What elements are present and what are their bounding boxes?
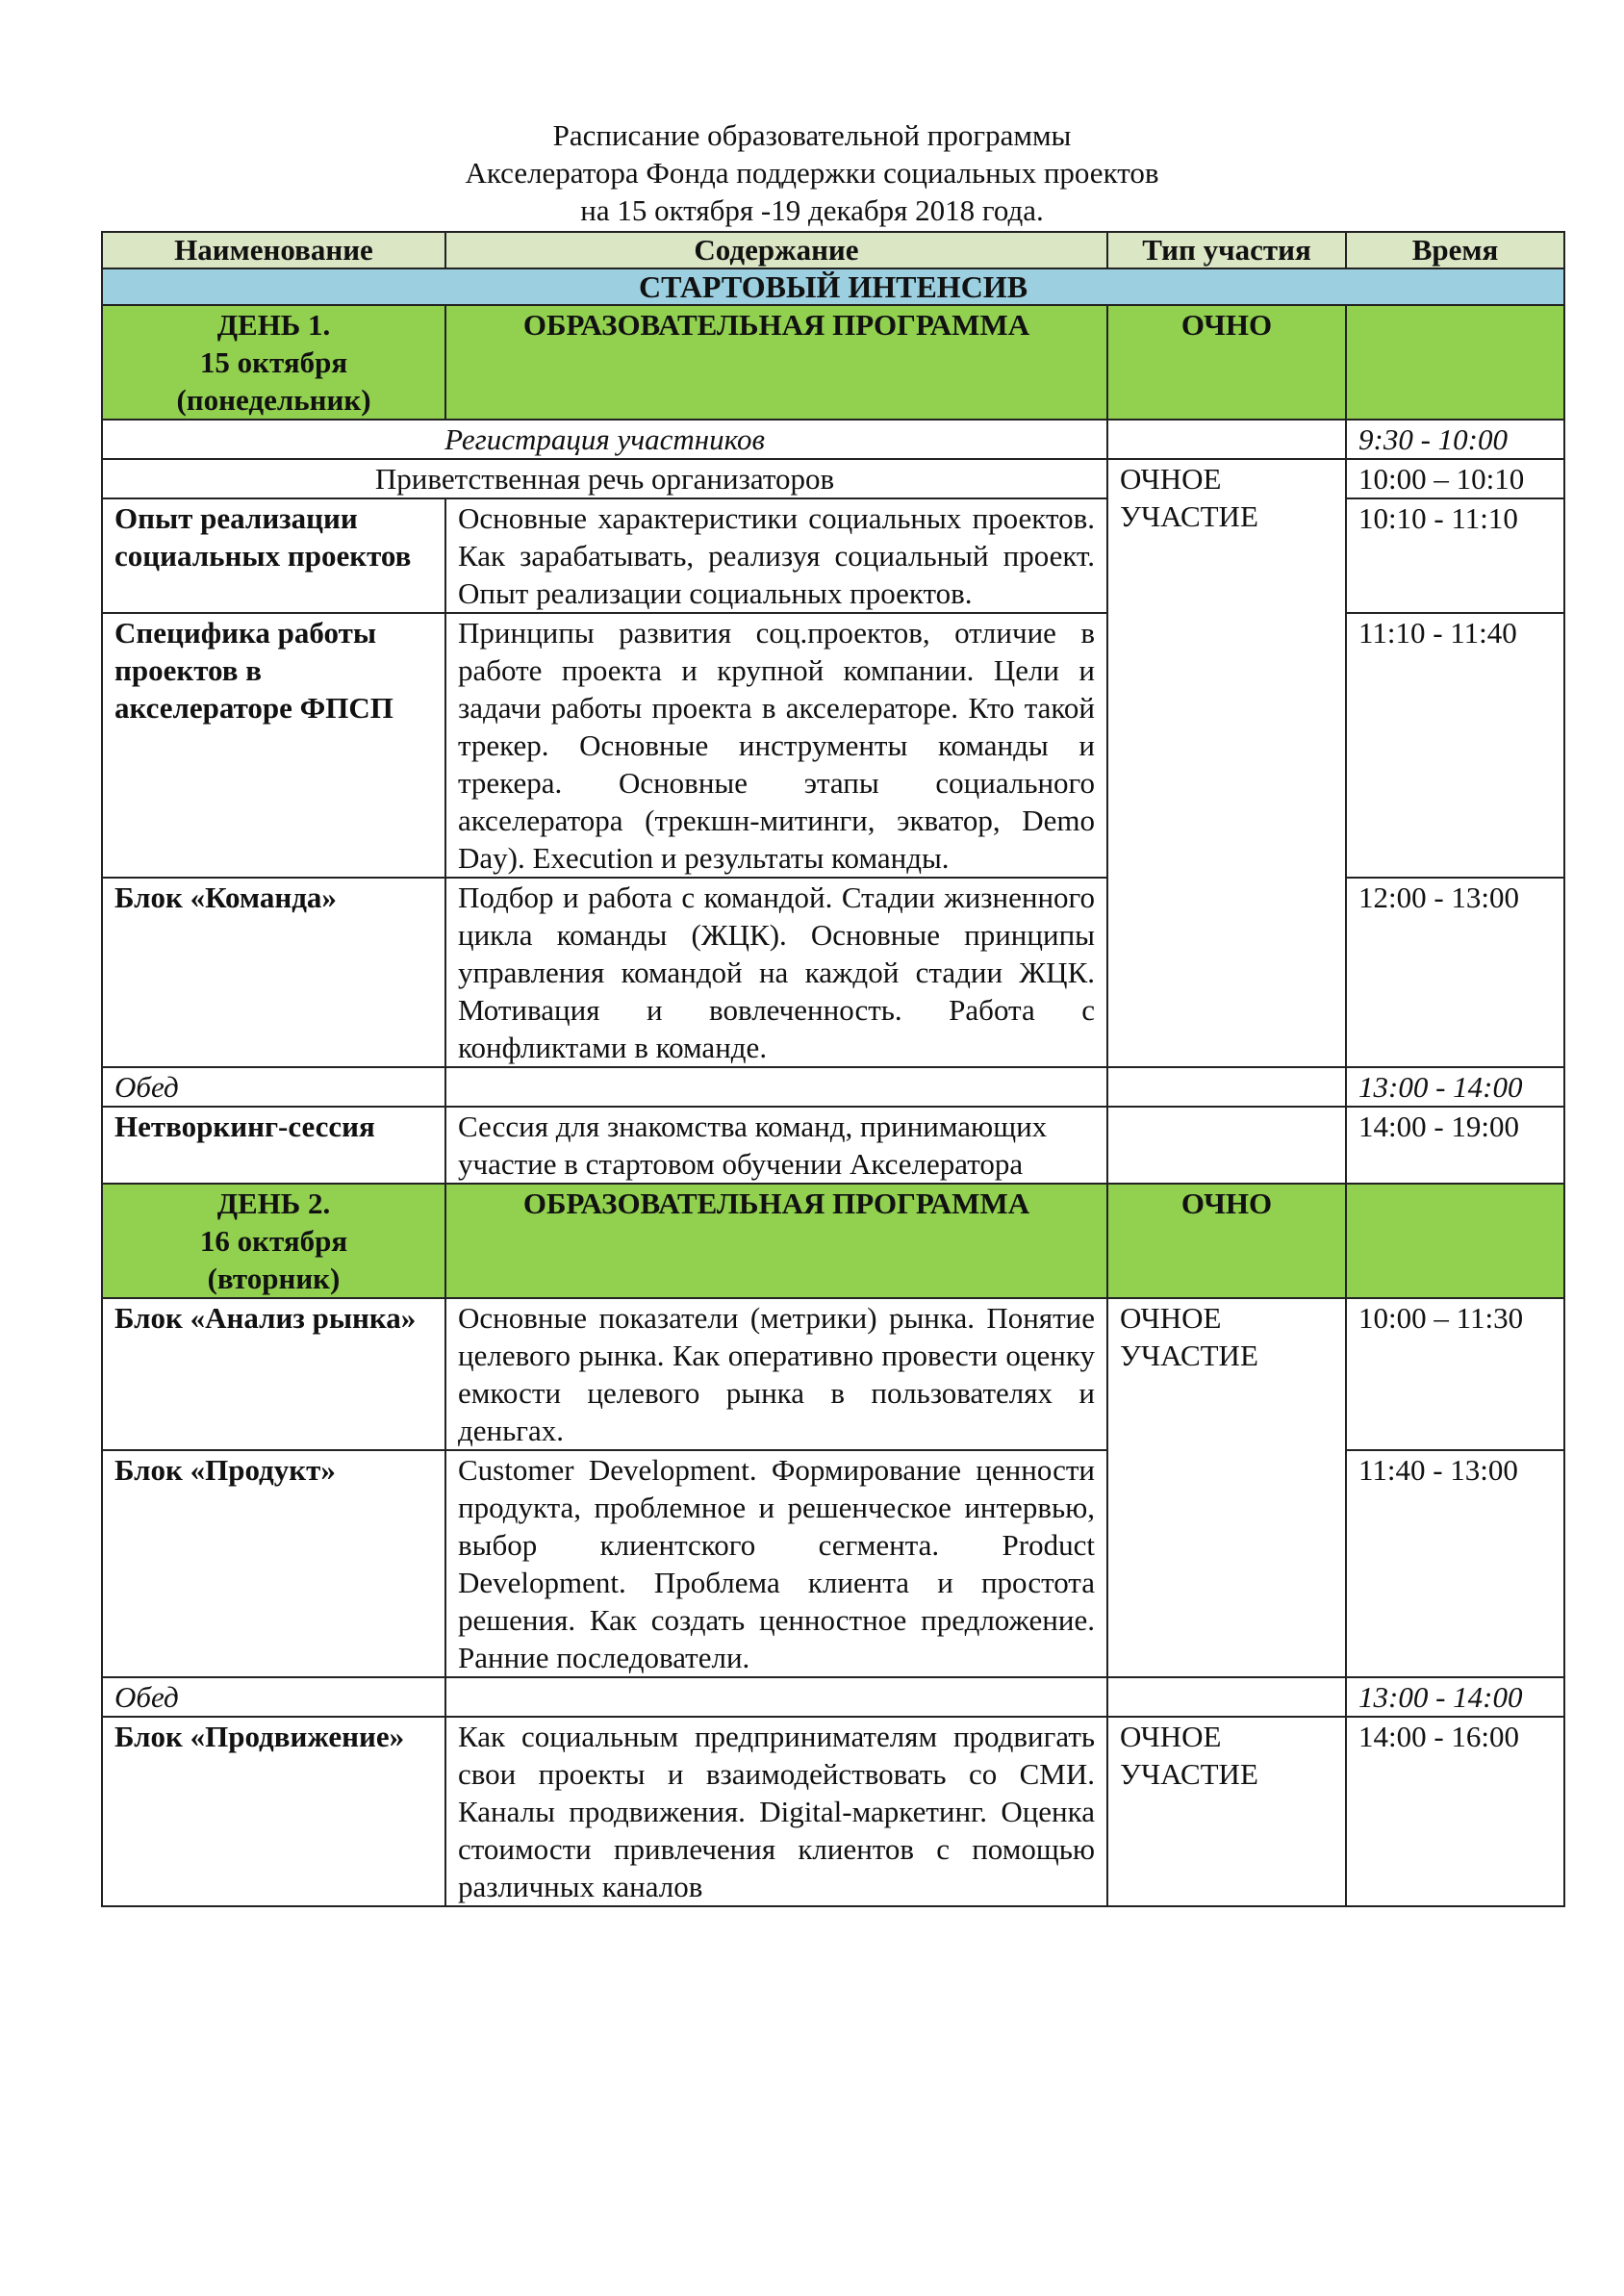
networking-content: Сессия для знакомства команд, принимающих участие в стартовом обучении Акселератора [445, 1107, 1107, 1184]
header-type: Тип участия [1107, 232, 1346, 268]
market-content: Основные показатели (метрики) рынка. Понятие целевого рынка. Как оперативно провести оценку емкости целевого рынка в пользователях и деньгах. [445, 1298, 1107, 1450]
welcome-row [102, 459, 1564, 498]
specifics-content: Принципы развития соц.проектов, отличие в работе проекта и крупной компании. Цели и задачи работы проекта в акселераторе. Кто такой трекер. Основные инструменты команды и трекера. Основные этапы социального акселератора (трекшн-митинги, экватор, Demo Day). Execution и результаты команды. [445, 613, 1107, 878]
networking-name: Нетворкинг-сессия [102, 1107, 445, 1184]
promotion-name: Блок «Продвижение» [102, 1717, 445, 1906]
header-time: Время [1346, 232, 1564, 268]
promotion-content: Как социальным предпринимателям продвигать свои проекты и взаимодействовать со СМИ. Каналы продвижения. Digital-маркетинг. Оценка стоимости привлечения клиентов с помощью различных каналов [445, 1717, 1107, 1906]
doc-title-line-3: на 15 октября -19 декабря 2018 года. [580, 193, 1044, 227]
day-1-participation-1: ОЧНОЕ УЧАСТИЕ [1107, 459, 1346, 1067]
lunch-2-time: 13:00 - 14:00 [1346, 1677, 1564, 1717]
day-1-type: ОЧНО [1107, 305, 1346, 420]
day-1-line-1: ДЕНЬ 1. [216, 308, 331, 342]
doc-title-line-2: Акселератора Фонда поддержки социальных проектов [465, 156, 1159, 190]
day-1-row [102, 305, 1564, 420]
product-name: Блок «Продукт» [102, 1450, 445, 1677]
promotion-time: 14:00 - 16:00 [1346, 1717, 1564, 1906]
section-title: СТАРТОВЫЙ ИНТЕНСИВ [102, 268, 1564, 305]
networking-time: 14:00 - 19:00 [1346, 1107, 1564, 1184]
day-1-time [1346, 305, 1564, 420]
day-1-label [102, 305, 445, 420]
day-2-type: ОЧНО [1107, 1184, 1346, 1298]
lunch-1-row [102, 1067, 1564, 1107]
header-content: Содержание [445, 232, 1107, 268]
header-name: Наименование [102, 232, 445, 268]
day-1-line-2: 15 октября [199, 345, 348, 379]
day-2-row [102, 1184, 1564, 1298]
lunch-1-type [1107, 1067, 1346, 1107]
specifics-name: Специфика работы проектов в акселераторе ФПСП [102, 613, 445, 878]
lunch-1-content [445, 1067, 1107, 1107]
team-content: Подбор и работа с командой. Стадии жизненного цикла команды (ЖЦК). Основные принципы управления командой на каждой стадии ЖЦК. Мотивация и вовлеченность. Работа с конфликтами в команде. [445, 878, 1107, 1067]
day-2-line-2: 16 октября [199, 1224, 348, 1258]
doc-title-line-1: Расписание образовательной программы [552, 118, 1072, 152]
lunch-1-time: 13:00 - 14:00 [1346, 1067, 1564, 1107]
team-name: Блок «Команда» [102, 878, 445, 1067]
promotion-type: ОЧНОЕ УЧАСТИЕ [1107, 1717, 1346, 1906]
day-2-time [1346, 1184, 1564, 1298]
day-2-line-1: ДЕНЬ 2. [216, 1186, 331, 1220]
section-row [102, 268, 1564, 305]
lunch-2-name: Обед [102, 1677, 445, 1717]
lunch-2-type [1107, 1677, 1346, 1717]
experience-time: 10:10 - 11:10 [1346, 498, 1564, 613]
promotion-row [102, 1717, 1564, 1906]
experience-content: Основные характеристики социальных проектов. Как зарабатывать, реализуя социальный проект. Опыт реализации социальных проектов. [445, 498, 1107, 613]
day-2-line-3: (вторник) [207, 1262, 341, 1295]
day-2-program: ОБРАЗОВАТЕЛЬНАЯ ПРОГРАММА [445, 1184, 1107, 1298]
registration-type [1107, 420, 1346, 459]
product-time: 11:40 - 13:00 [1346, 1450, 1564, 1677]
header-row [102, 232, 1564, 268]
networking-row [102, 1107, 1564, 1184]
registration-time: 9:30 - 10:00 [1346, 420, 1564, 459]
day-2-participation-1: ОЧНОЕ УЧАСТИЕ [1107, 1298, 1346, 1677]
market-name: Блок «Анализ рынка» [102, 1298, 445, 1450]
welcome-content: Приветственная речь организаторов [102, 459, 1107, 498]
team-time: 12:00 - 13:00 [1346, 878, 1564, 1067]
day-1-line-3: (понедельник) [176, 383, 371, 417]
networking-type [1107, 1107, 1346, 1184]
day-2-label [102, 1184, 445, 1298]
specifics-time: 11:10 - 11:40 [1346, 613, 1564, 878]
lunch-2-content [445, 1677, 1107, 1717]
market-row [102, 1298, 1564, 1450]
registration-row [102, 420, 1564, 459]
lunch-1-name: Обед [102, 1067, 445, 1107]
registration-content: Регистрация участников [102, 420, 1107, 459]
welcome-time: 10:00 – 10:10 [1346, 459, 1564, 498]
day-1-program: ОБРАЗОВАТЕЛЬНАЯ ПРОГРАММА [445, 305, 1107, 420]
lunch-2-row [102, 1677, 1564, 1717]
experience-name: Опыт реализации социальных проектов [102, 498, 445, 613]
schedule-table [101, 231, 1565, 1907]
market-time: 10:00 – 11:30 [1346, 1298, 1564, 1450]
product-content: Customer Development. Формирование ценности продукта, проблемное и решенческое интервью, выбор клиентского сегмента. Product Development. Проблема клиента и простота решения. Как создать ценностное предложение. Ранние последователи. [445, 1450, 1107, 1677]
